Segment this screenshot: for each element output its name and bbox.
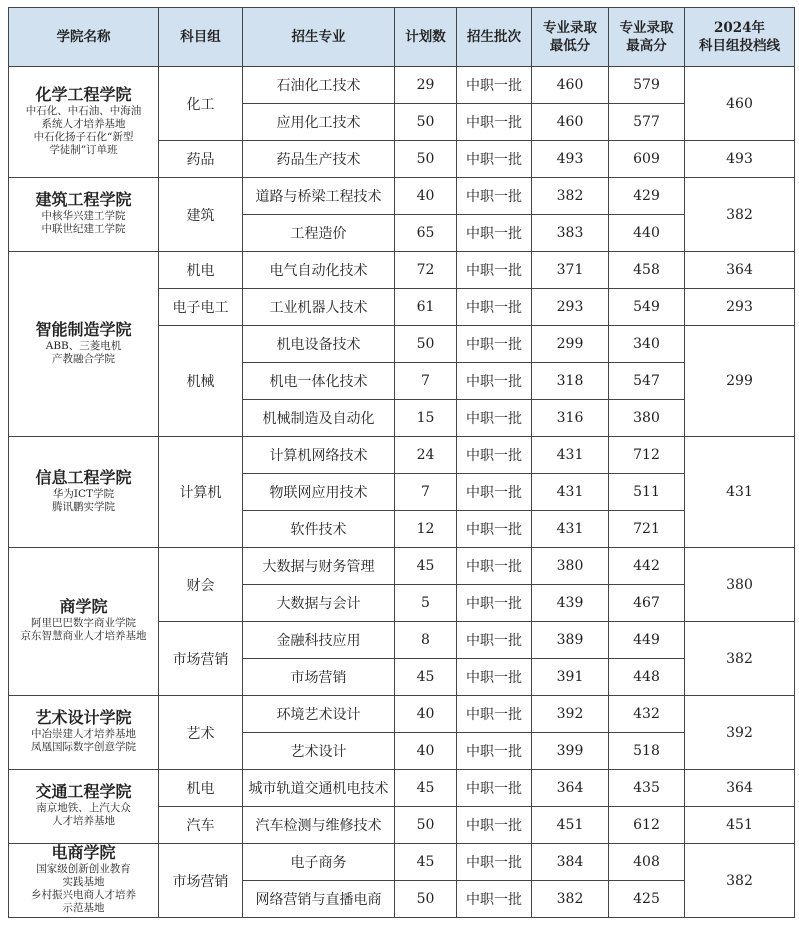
- header-batch: 招生批次: [457, 8, 532, 67]
- min-score-cell: 316: [532, 400, 609, 437]
- min-score-cell: 392: [532, 696, 609, 733]
- batch-cell: 中职一批: [457, 881, 532, 918]
- plan-cell: 40: [395, 733, 457, 770]
- batch-cell: 中职一批: [457, 289, 532, 326]
- major-cell: 软件技术: [243, 511, 395, 548]
- batch-cell: 中职一批: [457, 770, 532, 807]
- group-line-cell: 293: [685, 289, 795, 326]
- min-score-cell: 299: [532, 326, 609, 363]
- college-name: 艺术设计学院: [35, 708, 132, 727]
- college-cell: [9, 548, 159, 696]
- subject-group-cell: 电子电工: [159, 289, 243, 326]
- plan-cell: 65: [395, 215, 457, 252]
- batch-cell: 中职一批: [457, 104, 532, 141]
- max-score-cell: 380: [609, 400, 685, 437]
- min-score-cell: 460: [532, 104, 609, 141]
- plan-cell: 50: [395, 807, 457, 844]
- college-subtitle: 阿里巴巴数字商业学院 京东智慧商业人才培养基地: [20, 617, 147, 642]
- major-cell: 道路与桥梁工程技术: [243, 178, 395, 215]
- major-cell: 电子商务: [243, 844, 395, 881]
- max-score-cell: 579: [609, 67, 685, 104]
- plan-cell: 45: [395, 659, 457, 696]
- min-score-cell: 451: [532, 807, 609, 844]
- batch-cell: 中职一批: [457, 67, 532, 104]
- batch-cell: 中职一批: [457, 659, 532, 696]
- major-cell: 机电设备技术: [243, 326, 395, 363]
- table-row: [9, 437, 795, 474]
- major-cell: 药品生产技术: [243, 141, 395, 178]
- min-score-cell: 383: [532, 215, 609, 252]
- subject-group-cell: 市场营销: [159, 622, 243, 696]
- min-score-cell: 371: [532, 252, 609, 289]
- min-score-cell: 391: [532, 659, 609, 696]
- batch-cell: 中职一批: [457, 215, 532, 252]
- subject-group-cell: 机电: [159, 252, 243, 289]
- plan-cell: 50: [395, 141, 457, 178]
- college-cell: [9, 252, 159, 437]
- subject-group-cell: 汽车: [159, 807, 243, 844]
- group-line-cell: 382: [685, 178, 795, 252]
- plan-cell: 5: [395, 585, 457, 622]
- max-score-cell: 425: [609, 881, 685, 918]
- batch-cell: 中职一批: [457, 141, 532, 178]
- subject-group-cell: 药品: [159, 141, 243, 178]
- subject-group-cell: 财会: [159, 548, 243, 622]
- batch-cell: 中职一批: [457, 178, 532, 215]
- major-cell: 金融科技应用: [243, 622, 395, 659]
- major-cell: 物联网应用技术: [243, 474, 395, 511]
- min-score-cell: 493: [532, 141, 609, 178]
- group-line-cell: 493: [685, 141, 795, 178]
- min-score-cell: 431: [532, 511, 609, 548]
- max-score-cell: 408: [609, 844, 685, 881]
- subject-group-cell: 艺术: [159, 696, 243, 770]
- college-cell: [9, 844, 159, 918]
- major-cell: 汽车检测与维修技术: [243, 807, 395, 844]
- min-score-cell: 439: [532, 585, 609, 622]
- max-score-cell: 609: [609, 141, 685, 178]
- max-score-cell: 467: [609, 585, 685, 622]
- major-cell: 石油化工技术: [243, 67, 395, 104]
- plan-cell: 45: [395, 770, 457, 807]
- subject-group-cell: 机电: [159, 770, 243, 807]
- group-line-cell: 451: [685, 807, 795, 844]
- max-score-cell: 518: [609, 733, 685, 770]
- college-subtitle: 南京地铁、上汽大众 人才培养基地: [36, 802, 131, 827]
- group-line-cell: 431: [685, 437, 795, 548]
- plan-cell: 50: [395, 104, 457, 141]
- plan-cell: 29: [395, 67, 457, 104]
- batch-cell: 中职一批: [457, 696, 532, 733]
- group-line-cell: 382: [685, 844, 795, 918]
- header-plan: 计划数: [395, 8, 457, 67]
- major-cell: 大数据与财务管理: [243, 548, 395, 585]
- group-line-cell: 382: [685, 622, 795, 696]
- min-score-cell: 431: [532, 474, 609, 511]
- max-score-cell: 340: [609, 326, 685, 363]
- batch-cell: 中职一批: [457, 807, 532, 844]
- batch-cell: 中职一批: [457, 400, 532, 437]
- group-line-cell: 299: [685, 326, 795, 437]
- subject-group-cell: 市场营销: [159, 844, 243, 918]
- college-subtitle: 华为ICT学院 腾讯鹏实学院: [52, 487, 115, 513]
- max-score-cell: 511: [609, 474, 685, 511]
- college-name: 建筑工程学院: [35, 190, 132, 209]
- max-score-cell: 429: [609, 178, 685, 215]
- table-row: [9, 696, 795, 733]
- header-major: 招生专业: [243, 8, 395, 67]
- plan-cell: 45: [395, 844, 457, 881]
- table-row: [9, 770, 795, 807]
- max-score-cell: 549: [609, 289, 685, 326]
- max-score-cell: 458: [609, 252, 685, 289]
- table-row: [9, 844, 795, 881]
- major-cell: 市场营销: [243, 659, 395, 696]
- group-line-cell: 364: [685, 252, 795, 289]
- college-name: 交通工程学院: [35, 782, 132, 801]
- major-cell: 电气自动化技术: [243, 252, 395, 289]
- header-college: 学院名称: [9, 8, 159, 67]
- batch-cell: 中职一批: [457, 844, 532, 881]
- college-cell: [9, 178, 159, 252]
- college-cell: [9, 696, 159, 770]
- plan-cell: 7: [395, 363, 457, 400]
- batch-cell: 中职一批: [457, 437, 532, 474]
- plan-cell: 8: [395, 622, 457, 659]
- plan-cell: 24: [395, 437, 457, 474]
- table-row: [9, 178, 795, 215]
- major-cell: 大数据与会计: [243, 585, 395, 622]
- batch-cell: 中职一批: [457, 585, 532, 622]
- max-score-cell: 721: [609, 511, 685, 548]
- plan-cell: 40: [395, 178, 457, 215]
- max-score-cell: 612: [609, 807, 685, 844]
- header-subject-group: 科目组: [159, 8, 243, 67]
- max-score-cell: 712: [609, 437, 685, 474]
- max-score-cell: 448: [609, 659, 685, 696]
- min-score-cell: 389: [532, 622, 609, 659]
- max-score-cell: 435: [609, 770, 685, 807]
- header-row: [9, 8, 795, 67]
- major-cell: 计算机网络技术: [243, 437, 395, 474]
- group-line-cell: 460: [685, 67, 795, 141]
- plan-cell: 40: [395, 696, 457, 733]
- subject-group-cell: 机械: [159, 326, 243, 437]
- subject-group-cell: 计算机: [159, 437, 243, 548]
- max-score-cell: 432: [609, 696, 685, 733]
- major-cell: 机械制造及自动化: [243, 400, 395, 437]
- college-subtitle: ABB、三菱电机 产教融合学院: [45, 339, 122, 365]
- plan-cell: 12: [395, 511, 457, 548]
- min-score-cell: 380: [532, 548, 609, 585]
- header-min-score: 专业录取 最低分: [532, 8, 609, 67]
- min-score-cell: 431: [532, 437, 609, 474]
- batch-cell: 中职一批: [457, 252, 532, 289]
- plan-cell: 45: [395, 548, 457, 585]
- major-cell: 工程造价: [243, 215, 395, 252]
- batch-cell: 中职一批: [457, 363, 532, 400]
- min-score-cell: 318: [532, 363, 609, 400]
- plan-cell: 15: [395, 400, 457, 437]
- major-cell: 机电一体化技术: [243, 363, 395, 400]
- max-score-cell: 440: [609, 215, 685, 252]
- major-cell: 网络营销与直播电商: [243, 881, 395, 918]
- college-subtitle: 中核华兴建工学院 中联世纪建工学院: [41, 210, 126, 235]
- batch-cell: 中职一批: [457, 622, 532, 659]
- major-cell: 环境艺术设计: [243, 696, 395, 733]
- min-score-cell: 364: [532, 770, 609, 807]
- group-line-cell: 380: [685, 548, 795, 622]
- max-score-cell: 547: [609, 363, 685, 400]
- college-subtitle: 国家级创新创业教育 实践基地 乡村振兴电商人才培养 示范基地: [31, 863, 136, 914]
- college-cell: [9, 437, 159, 548]
- college-name: 智能制造学院: [35, 319, 132, 339]
- plan-cell: 50: [395, 881, 457, 918]
- table-row: [9, 67, 795, 104]
- header-max-score: 专业录取 最高分: [609, 8, 685, 67]
- group-line-cell: 392: [685, 696, 795, 770]
- plan-cell: 7: [395, 474, 457, 511]
- plan-cell: 61: [395, 289, 457, 326]
- college-cell: [9, 67, 159, 178]
- table-row: [9, 252, 795, 289]
- major-cell: 城市轨道交通机电技术: [243, 770, 395, 807]
- major-cell: 艺术设计: [243, 733, 395, 770]
- batch-cell: 中职一批: [457, 326, 532, 363]
- college-name: 化学工程学院: [35, 84, 132, 104]
- min-score-cell: 460: [532, 67, 609, 104]
- college-name: 信息工程学院: [35, 467, 132, 487]
- major-cell: 工业机器人技术: [243, 289, 395, 326]
- batch-cell: 中职一批: [457, 474, 532, 511]
- min-score-cell: 382: [532, 178, 609, 215]
- college-name: 电商学院: [51, 843, 116, 862]
- subject-group-cell: 建筑: [159, 178, 243, 252]
- batch-cell: 中职一批: [457, 733, 532, 770]
- min-score-cell: 384: [532, 844, 609, 881]
- plan-cell: 72: [395, 252, 457, 289]
- max-score-cell: 449: [609, 622, 685, 659]
- min-score-cell: 293: [532, 289, 609, 326]
- major-cell: 应用化工技术: [243, 104, 395, 141]
- college-cell: [9, 770, 159, 844]
- min-score-cell: 399: [532, 733, 609, 770]
- max-score-cell: 442: [609, 548, 685, 585]
- subject-group-cell: 化工: [159, 67, 243, 141]
- college-subtitle: 中石化、中石油、中海油 系统人才培养基地 中石化扬子石化“新型 学徒制”订单班: [25, 104, 142, 156]
- admission-table: [8, 7, 795, 918]
- group-line-cell: 364: [685, 770, 795, 807]
- college-subtitle: 中冶崇建人才培养基地 凤凰国际数字创意学院: [31, 728, 136, 753]
- college-name: 商学院: [59, 597, 108, 616]
- batch-cell: 中职一批: [457, 548, 532, 585]
- min-score-cell: 382: [532, 881, 609, 918]
- header-group-line: 2024年 科目组投档线: [685, 8, 795, 67]
- max-score-cell: 577: [609, 104, 685, 141]
- table-row: [9, 548, 795, 585]
- batch-cell: 中职一批: [457, 511, 532, 548]
- plan-cell: 50: [395, 326, 457, 363]
